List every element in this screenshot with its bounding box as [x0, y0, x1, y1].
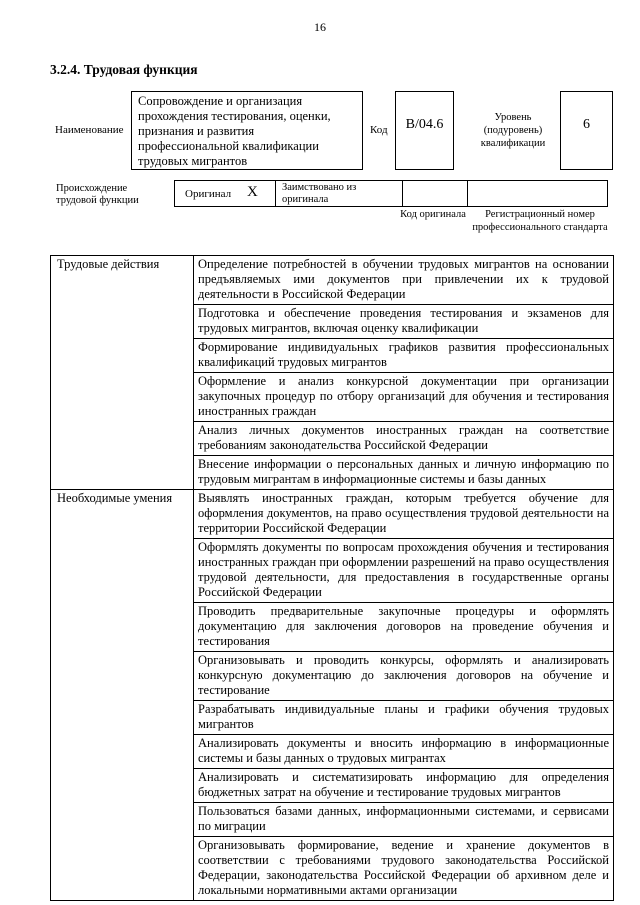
- skill-item: Оформлять документы по вопросам прохождения обучения и тестирования иностранных граждан при оформлении разрешений на право осуществления трудовой деятельности, для предоставления в государственные органы Российской Федерации: [194, 539, 614, 603]
- original-mark: X: [247, 184, 258, 200]
- reg-number-label: Регистрационный номер профессионального стандарта: [472, 209, 608, 233]
- labor-action-row: [51, 256, 614, 305]
- labor-action-section-title: Трудовые действия: [51, 256, 194, 490]
- labor-action-item: Формирование индивидуальных графиков развития профессиональных квалификаций трудовых мигрантов: [194, 339, 614, 373]
- borrowed-label: Заимствовано из оригинала: [282, 182, 357, 205]
- skill-item: Организовывать формирование, ведение и хранение документов в соответствии с требованиями трудового законодательства Российской Федерации, законодательства Российской Федерации об архивном деле и локальными нормативными актами организации: [194, 837, 614, 901]
- function-code: В/04.6: [395, 91, 454, 170]
- name-label: Наименование: [55, 124, 124, 136]
- function-table: [50, 255, 614, 901]
- skill-row: [51, 490, 614, 539]
- code-label: Код: [370, 124, 388, 136]
- skill-item: Выявлять иностранных граждан, которым требуется обучение для оформления документов, на право осуществления трудовой деятельности на территории Российской Федерации: [194, 490, 614, 539]
- labor-action-item: Оформление и анализ конкурсной документации при организации закупочных процедур по отбору организаций для обучения и тестирования иностранных граждан: [194, 373, 614, 422]
- skill-item: Организовывать и проводить конкурсы, оформлять и анализировать конкурсную документацию до заключения договоров на обучение и тестирование: [194, 652, 614, 701]
- skill-item: Проводить предварительные закупочные процедуры и оформлять документацию для заключения договоров на проведение обучения и тестирования: [194, 603, 614, 652]
- reg-number-cell: [467, 180, 608, 207]
- section-title: 3.2.4. Трудовая функция: [50, 62, 198, 77]
- skill-section-title: Необходимые умения: [51, 490, 194, 901]
- function-name: Сопровождение и организация прохождения тестирования, оценки, признания и развития профессиональной квалификации трудовых мигрантов: [131, 91, 363, 170]
- labor-action-item: Определение потребностей в обучении трудовых мигрантов на основании предъявляемых ими документов при привлечении их к трудовой деятельности в Российской Федерации: [194, 256, 614, 305]
- original-label: Оригинал: [185, 188, 232, 200]
- labor-action-item: Подготовка и обеспечение проведения тестирования и экзаменов для трудовых мигрантов, включая оценку квалификации: [194, 305, 614, 339]
- skill-item: Разрабатывать индивидуальные планы и графики обучения трудовых мигрантов: [194, 701, 614, 735]
- code-original-label: Код оригинала: [400, 209, 466, 220]
- origin-label: Происхождение трудовой функции: [56, 183, 139, 206]
- skill-item: Анализировать документы и вносить информацию в информационные системы и базы данных о трудовых мигрантах: [194, 735, 614, 769]
- code-original-cell: [402, 180, 468, 207]
- original-cell: [174, 180, 276, 207]
- borrowed-cell: [275, 180, 403, 207]
- labor-action-item: Анализ личных документов иностранных граждан на соответствие требованиям законодательства Российской Федерации: [194, 422, 614, 456]
- page-number: 16: [314, 20, 326, 34]
- labor-action-item: Внесение информации о персональных данных и личную информацию по трудовым мигрантам в информационные системы и базы данных: [194, 456, 614, 490]
- skill-item: Анализировать и систематизировать информацию для определения бюджетных затрат на обучение и тестирование трудовых мигрантов: [194, 769, 614, 803]
- skill-item: Пользоваться базами данных, информационными системами, и сервисами по миграции: [194, 803, 614, 837]
- level-label: Уровень (подуровень) квалификации: [480, 112, 546, 149]
- level-value: 6: [560, 91, 613, 170]
